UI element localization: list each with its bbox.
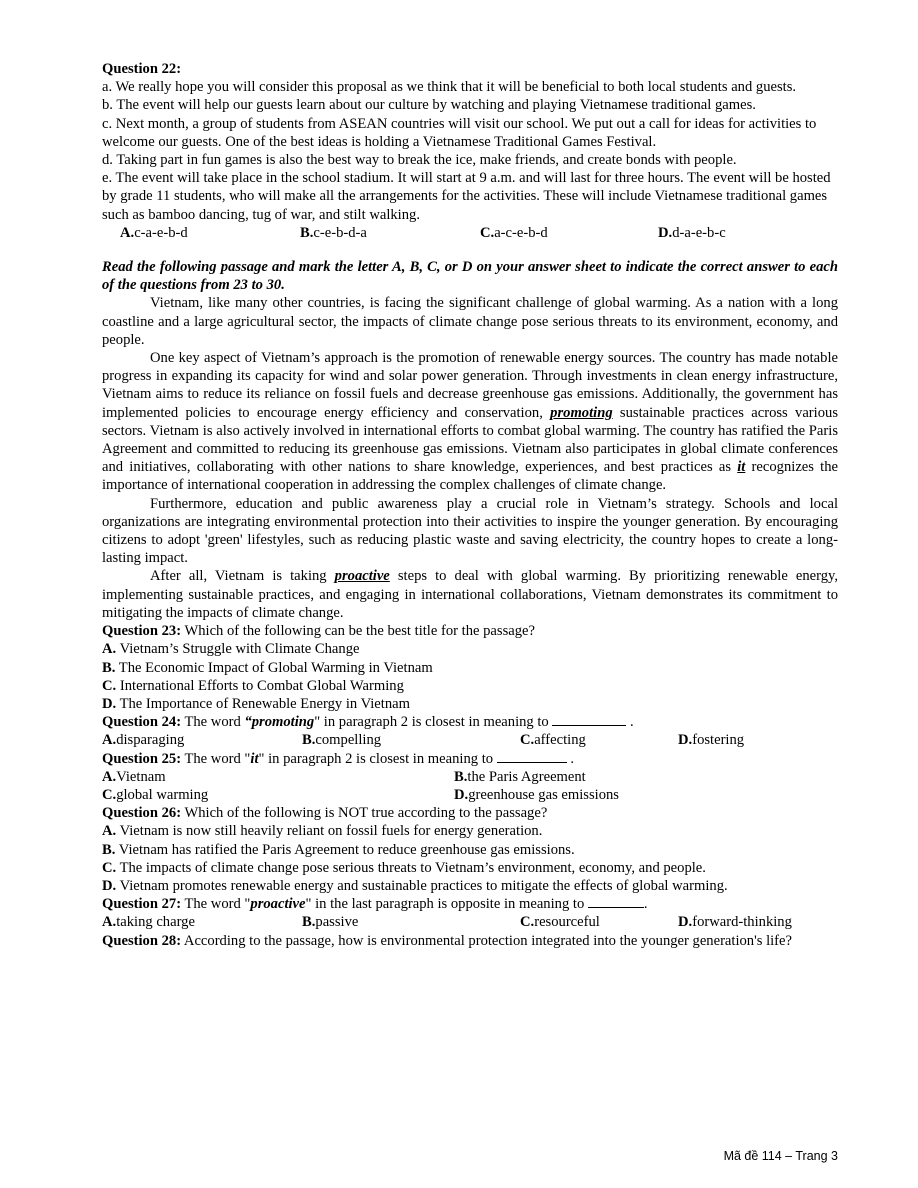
q23-option-a[interactable]: A. Vietnam’s Struggle with Climate Change (102, 641, 360, 658)
highlighted-word-promoting: promoting (550, 404, 613, 421)
page-content (102, 60, 838, 950)
q22-heading: Question 22: (102, 61, 182, 77)
q25-option-d[interactable]: D.greenhouse gas emissions (454, 786, 619, 803)
q22-sentence-c: c. Next month, a group of students from ASEAN countries will visit our school. We put out a call for ideas for activities to welcome our guests. One of the best ideas is holding a Vietnamese Traditional Games Festival. (102, 115, 817, 150)
q26-option-a[interactable]: A. Vietnam is now still heavily reliant on fossil fuels for energy generation. (102, 823, 543, 840)
highlighted-word-it: it (737, 459, 746, 476)
passage-paragraph-2: One key aspect of Vietnam’s approach is the promotion of renewable energy sources. The country has made notable progress in expanding its capacity for wind and solar power generation. Through investments in clean energy infrastructure, Vietnam aims to reduce its reliance on fossil fuels and decrease greenhouse gas emissions. Additionally, the government has implemented policies to encourage energy efficiency and conservation, promoting sustainable practices across various sectors. Vietnam is also actively involved in international efforts to combat global warming. The country has ratified the Paris Agreement and committed to reducing its greenhouse gas emissions. Vietnam also participates in global climate conferences and initiatives, collaborating with other nations to share knowledge, experiences, and best practices as it recognizes the importance of international cooperation in addressing the complex challenges of climate change. (102, 350, 838, 494)
highlighted-word-proactive: proactive (334, 568, 390, 585)
q23-option-c[interactable]: C. International Efforts to Combat Global Warming (102, 677, 404, 694)
q25-option-c[interactable]: C.global warming (102, 786, 209, 803)
q27-option-c[interactable]: C.resourceful (520, 914, 600, 931)
q26-option-b[interactable]: B. Vietnam has ratified the Paris Agreement to reduce greenhouse gas emissions. (102, 841, 575, 858)
reading-instruction: Read the following passage and mark the letter A, B, C, or D on your answer sheet to indicate the correct answer to each of the questions from 23 to 30. (102, 259, 838, 294)
q24-options (102, 731, 838, 749)
q22-option-d[interactable]: D.d-a-e-b-c (658, 224, 726, 241)
passage-paragraph-4: After all, Vietnam is taking proactive steps to deal with global warming. By prioritizing renewable energy, implementing sustainable practices, and engaging in international collaborations, Vietnam demonstrates its commitment to mitigating the impacts of climate change. (102, 568, 838, 621)
answer-blank (552, 713, 626, 726)
q22-option-c[interactable]: C.a-c-e-b-d (480, 224, 548, 241)
q22-option-a[interactable]: A.c-a-e-b-d (120, 224, 188, 241)
q22-option-b[interactable]: B.c-e-b-d-a (300, 224, 367, 241)
answer-blank (497, 750, 567, 763)
q26-option-d[interactable]: D. Vietnam promotes renewable energy and sustainable practices to mitigate the effects of global warming. (102, 877, 728, 894)
q24-option-c[interactable]: C.affecting (520, 732, 586, 749)
q28-stem: Question 28: According to the passage, how is environmental protection integrated into the younger generation's life? (102, 932, 792, 949)
passage-paragraph-3: Furthermore, education and public awareness play a crucial role in Vietnam’s strategy. Schools and local organizations are integrating environmental protection into their activities to inspire the younger generation. By encouraging citizens to adopt 'green' lifestyles, such as reducing plastic waste and saving electricity, the country hopes to create a long-lasting impact. (102, 495, 838, 567)
q26-option-c[interactable]: C. The impacts of climate change pose serious threats to Vietnam’s environment, economy, and people. (102, 859, 706, 876)
q27-option-d[interactable]: D.forward-thinking (678, 914, 792, 931)
q22-sentence-d: d. Taking part in fun games is also the best way to break the ice, make friends, and create bonds with people. (102, 152, 737, 169)
answer-blank (588, 895, 644, 908)
q25-options-row-1 (102, 768, 838, 786)
q25-option-a[interactable]: A.Vietnam (102, 768, 166, 785)
q22-sentence-b: b. The event will help our guests learn about our culture by watching and playing Vietnamese traditional games. (102, 97, 756, 114)
q27-option-a[interactable]: A.taking charge (102, 914, 195, 931)
q26-stem: Question 26: Which of the following is NOT true according to the passage? (102, 805, 548, 822)
q24-option-b[interactable]: B.compelling (302, 732, 382, 749)
q24-option-d[interactable]: D.fostering (678, 732, 745, 749)
q25-options-row-2 (102, 786, 838, 804)
q24-option-a[interactable]: A.disparaging (102, 732, 185, 749)
q22-options (102, 224, 838, 242)
page-footer: Mã đề 114 – Trang 3 (723, 1149, 838, 1163)
q27-option-b[interactable]: B.passive (302, 914, 359, 931)
passage-paragraph-1: Vietnam, like many other countries, is facing the significant challenge of global warming. As a nation with a long coastline and a large agricultural sector, the impacts of climate change pose serious threats to its environment, economy, and people. (102, 295, 838, 348)
q27-options (102, 913, 838, 931)
q23-option-d[interactable]: D. The Importance of Renewable Energy in Vietnam (102, 695, 410, 712)
q22-sentence-e: e. The event will take place in the school stadium. It will start at 9 a.m. and will last for three hours. The event will be hosted by grade 11 students, who will make all the arrangements for the activities. These will include Vietnamese traditional games such as bamboo dancing, tug of war, and stilt walking. (102, 170, 831, 223)
q23-option-b[interactable]: B. The Economic Impact of Global Warming in Vietnam (102, 659, 433, 676)
q24-stem: Question 24: The word “promoting" in paragraph 2 is closest in meaning to . (102, 714, 634, 731)
q22-sentence-a: a. We really hope you will consider this proposal as we think that it will be beneficial to both local students and guests. (102, 79, 797, 96)
q23-stem: Question 23: Which of the following can be the best title for the passage? (102, 623, 535, 640)
q27-stem: Question 27: The word "proactive" in the last paragraph is opposite in meaning to . (102, 896, 648, 913)
q25-stem: Question 25: The word "it" in paragraph 2 is closest in meaning to . (102, 750, 574, 767)
q25-option-b[interactable]: B.the Paris Agreement (454, 768, 586, 785)
